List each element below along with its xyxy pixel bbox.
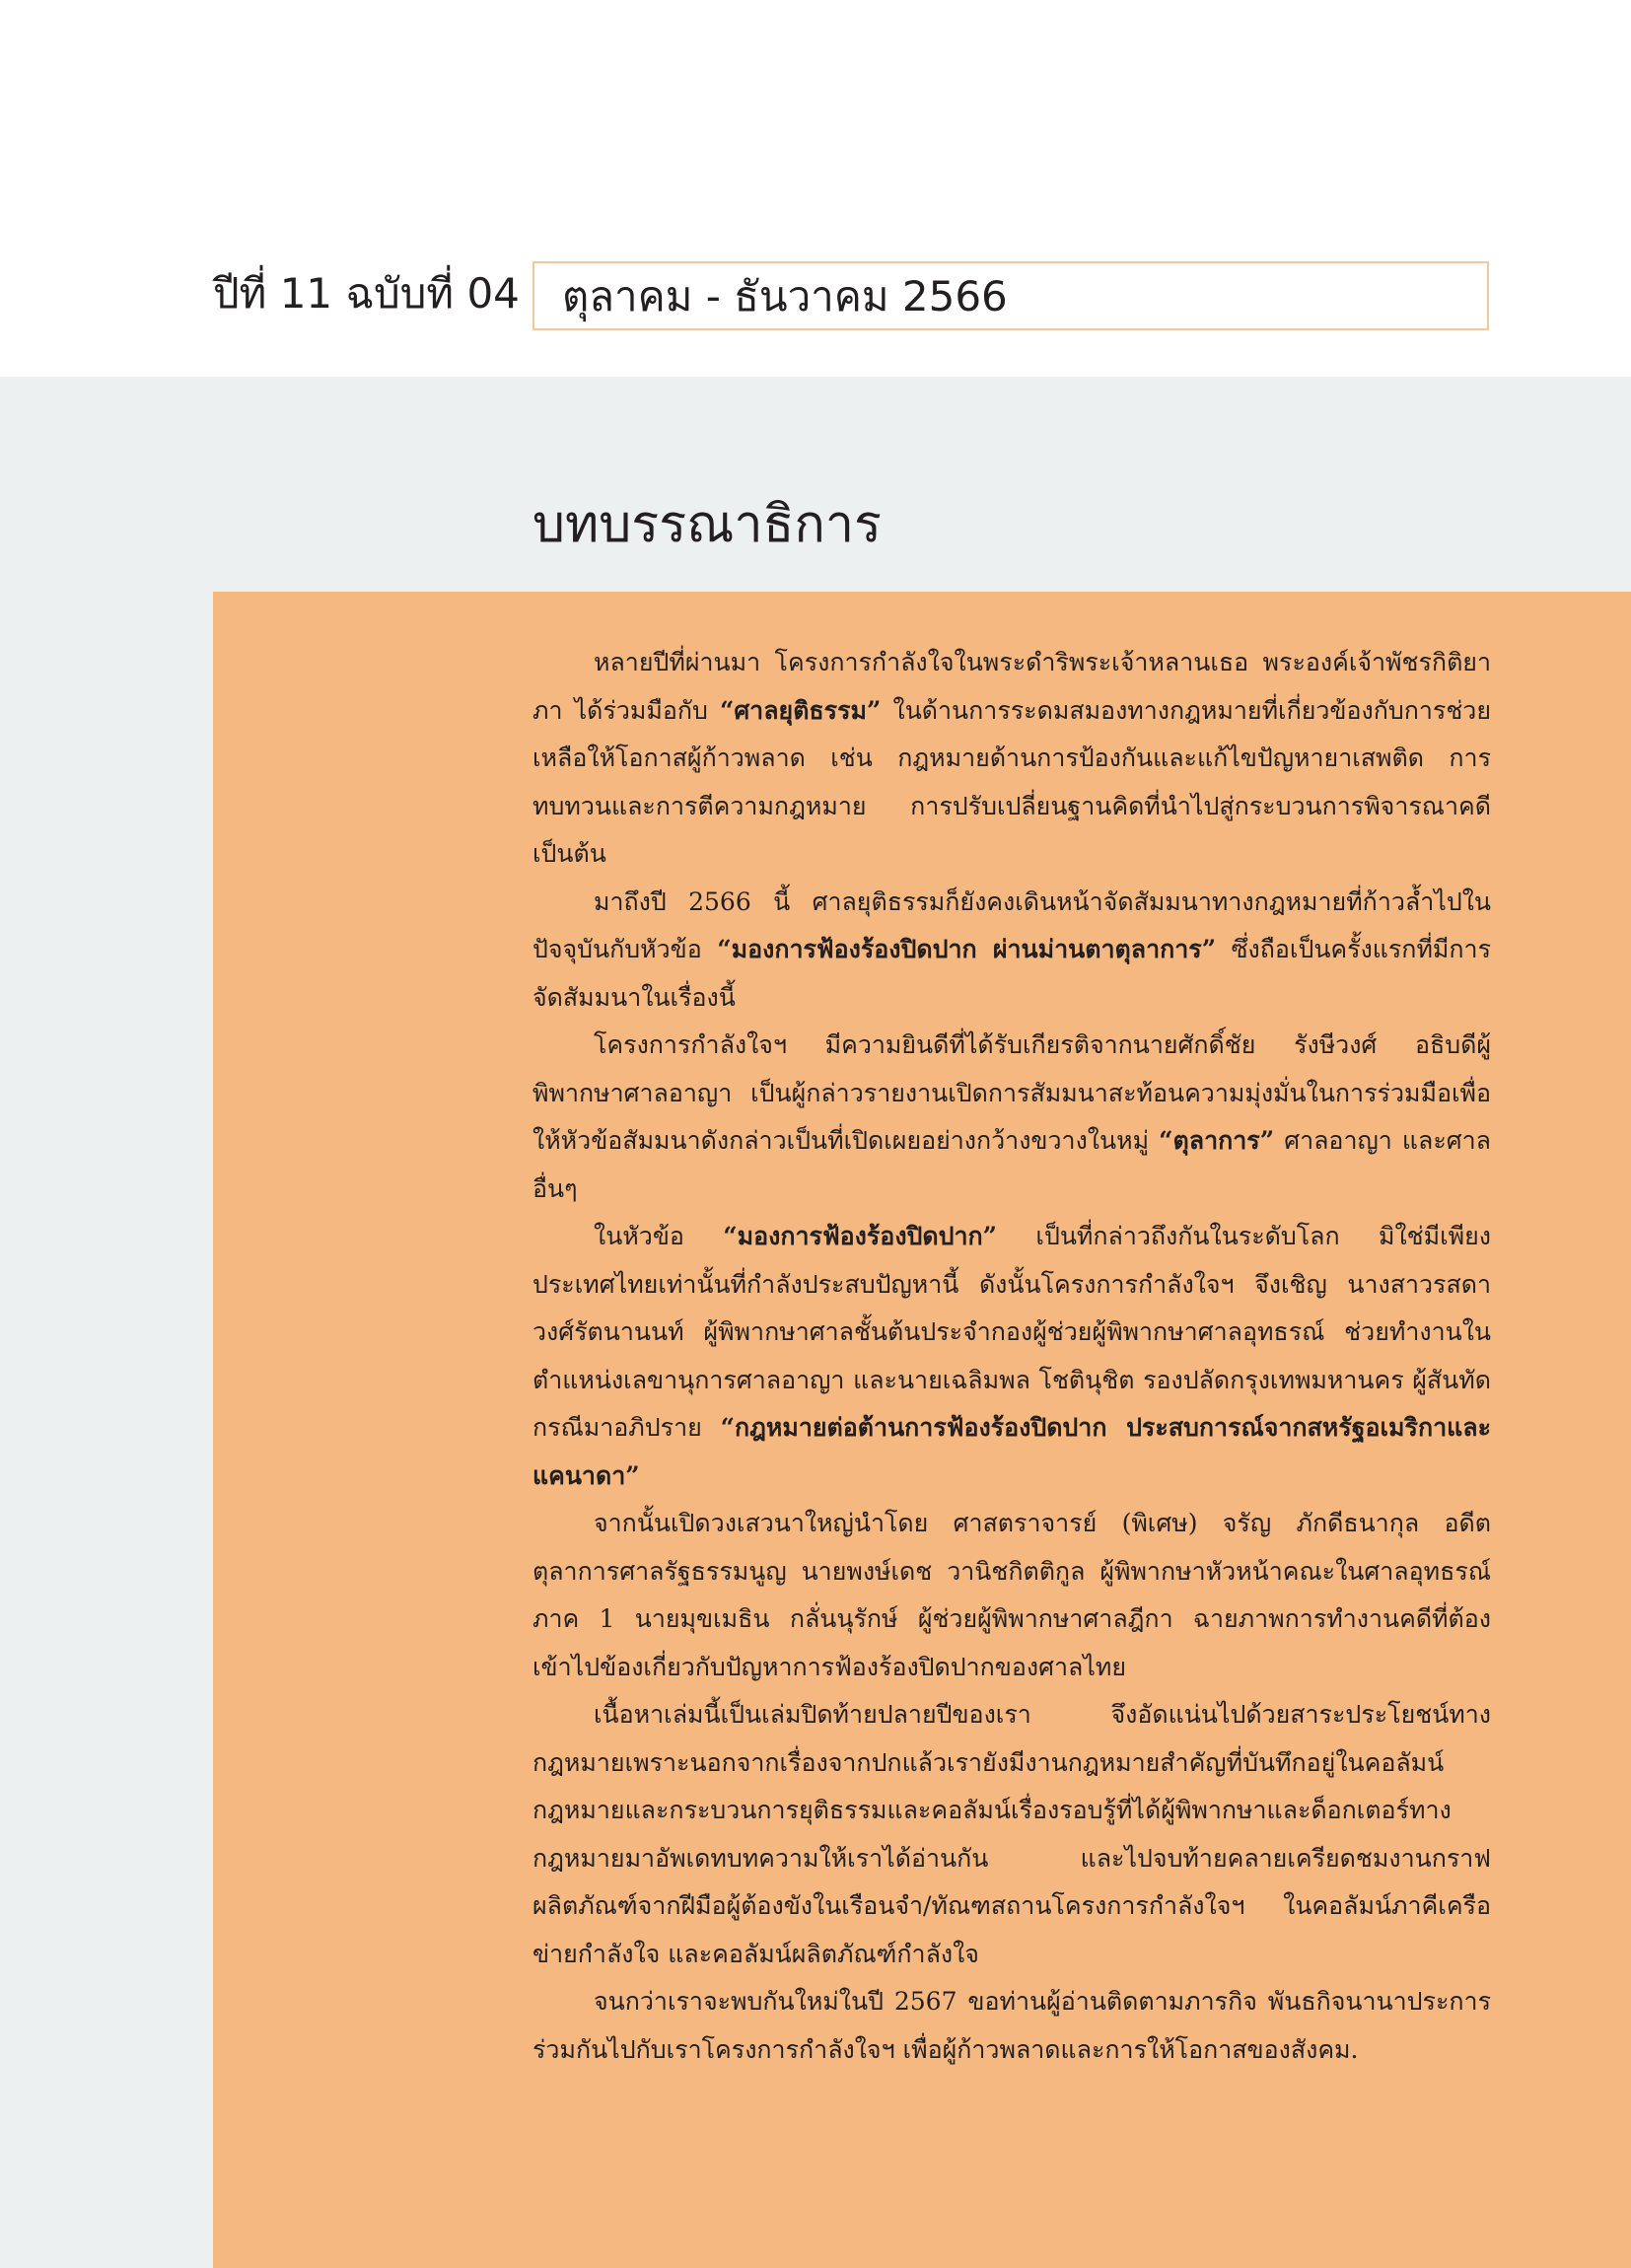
paragraph-run: เป็นที่กล่าวถึงกันในระดับโลก มิใช่มีเพียงประเทศไทยเท่านั้นที่กำลังประสบปัญหานี้ ดังนั้นโครงการกำลังใจฯ จึงเชิญ นางสาวรสดา วงศ์รัตนานนท์ ผู้พิพากษาศาลชั้นต้นประจำกองผู้ช่วยผู้พิพากษาศาลอุทธรณ์ ช่วยทำงานในตำแหน่งเลขานุการศาลอาญา และนายเฉลิมพล โชตินุชิต รองปลัดกรุงเทพมหานคร ผู้สันทัดกรณีมาอภิปราย: [532, 1222, 1491, 1442]
issue-label: ปีที่ 11 ฉบับที่ 04: [213, 269, 520, 318]
paragraph-run: ศาลอาญา และศาลอื่นๆ: [532, 1126, 1491, 1203]
paragraph-run-bold: “ตุลาการ”: [1159, 1126, 1275, 1155]
paragraph: [532, 1691, 1491, 1978]
paragraph-run: ในด้านการระดมสมองทางกฎหมายที่เกี่ยวข้องกับการช่วยเหลือให้โอกาสผู้ก้าวพลาด เช่น กฎหมายด้านการป้องกันและแก้ไขปัญหายาเสพติด การทบทวนและการตีความกฎหมาย การปรับเปลี่ยนฐานคิดที่นำไปสู่กระบวนการพิจารณาคดี เป็นต้น: [532, 695, 1491, 868]
paragraph: [532, 1213, 1491, 1500]
paragraph: [532, 639, 1491, 879]
paragraph-run-bold: “กฎหมายต่อต้านการฟ้องร้องปิดปาก ประสบการณ์จากสหรัฐอเมริกาและแคนาดา”: [532, 1413, 1491, 1490]
date-range-box: [532, 261, 1489, 330]
paragraph: [532, 1978, 1491, 2074]
paragraph-run: โครงการกำลังใจฯ มีความยินดีที่ได้รับเกียรติจากนายศักดิ์ชัย รังษีวงศ์ อธิบดีผู้พิพากษาศาลอาญา เป็นผู้กล่าวรายงานเปิดการสัมมนาสะท้อนความมุ่งมั่นในการร่วมมือเพื่อให้หัวข้อสัมมนาดังกล่าวเป็นที่เปิดเผยอย่างกว้างขวางในหมู่: [532, 1030, 1491, 1155]
section-title: บทบรรณาธิการ: [532, 495, 882, 554]
paragraph-run: เนื้อหาเล่มนี้เป็นเล่มปิดท้ายปลายปีของเรา จึงอัดแน่นไปด้วยสาระประโยชน์ทางกฎหมายเพราะนอกจากเรื่องจากปกแล้วเรายังมีงานกฎหมายสำคัญที่บันทึกอยู่ในคอลัมน์กฎหมายและกระบวนการยุติธรรมและคอลัมน์เรื่องรอบรู้ที่ได้ผู้พิพากษาและด็อกเตอร์ทางกฎหมายมาอัพเดทบทความให้เราได้อ่านกัน และไปจบท้ายคลายเครียดชมงานกราฟ ผลิตภัณฑ์จากฝีมือผู้ต้องขังในเรือนจำ/ทัณฑสถานโครงการกำลังใจฯ ในคอลัมน์ภาคีเครือข่ายกำลังใจ และคอลัมน์ผลิตภัณฑ์กำลังใจ: [532, 1700, 1491, 1968]
date-range-text: ตุลาคม - ธันวาคม 2566: [562, 272, 1008, 320]
paragraph-run: จากนั้นเปิดวงเสวนาใหญ่นำโดย ศาสตราจารย์ (พิเศษ) จรัญ ภักดีธนากุล อดีตตุลาการศาลรัฐธรรมนูญ นายพงษ์เดช วานิชกิตติกูล ผู้พิพากษาหัวหน้าคณะในศาลอุทธรณ์ภาค 1 นายมุขเมธิน กลั่นนุรักษ์ ผู้ช่วยผู้พิพากษาศาลฎีกา ฉายภาพการทำงานคดีที่ต้องเข้าไปข้องเกี่ยวกับปัญหาการฟ้องร้องปิดปากของศาลไทย: [532, 1509, 1491, 1681]
paragraph: [532, 1500, 1491, 1691]
editorial-body: [532, 639, 1491, 2074]
paragraph: [532, 879, 1491, 1023]
paragraph-run-bold: “มองการฟ้องร้องปิดปาก”: [723, 1222, 998, 1250]
paragraph-run: ซึ่งถือเป็นครั้งแรกที่มีการจัดสัมมนาในเรื่องนี้: [532, 935, 1492, 1012]
paragraph-run: ในหัวข้อ: [594, 1222, 724, 1250]
paragraph-run: มาถึงปี 2566 นี้ ศาลยุติธรรมก็ยังคงเดินหน้าจัดสัมมนาทางกฎหมายที่ก้าวล้ำไปในปัจจุบันกับหัวข้อ: [532, 886, 1491, 963]
paragraph-run: จนกว่าเราจะพบกันใหม่ในปี 2567 ขอท่านผู้อ่านติดตามภารกิจ พันธกิจนานาประการร่วมกันไปกับเราโครงการกำลังใจฯ เพื่อผู้ก้าวพลาดและการให้โอกาสของสังคม.: [532, 1987, 1491, 2064]
paragraph-run: หลายปีที่ผ่านมา โครงการกำลังใจในพระดำริพระเจ้าหลานเธอ พระองค์เจ้าพัชรกิติยาภา ได้ร่วมมือกับ: [532, 648, 1491, 725]
paragraph: [532, 1022, 1491, 1213]
paragraph-run-bold: “มองการฟ้องร้องปิดปาก ผ่านม่านตาตุลาการ”: [717, 935, 1217, 963]
paragraph-run-bold: “ศาลยุติธรรม”: [719, 695, 882, 725]
